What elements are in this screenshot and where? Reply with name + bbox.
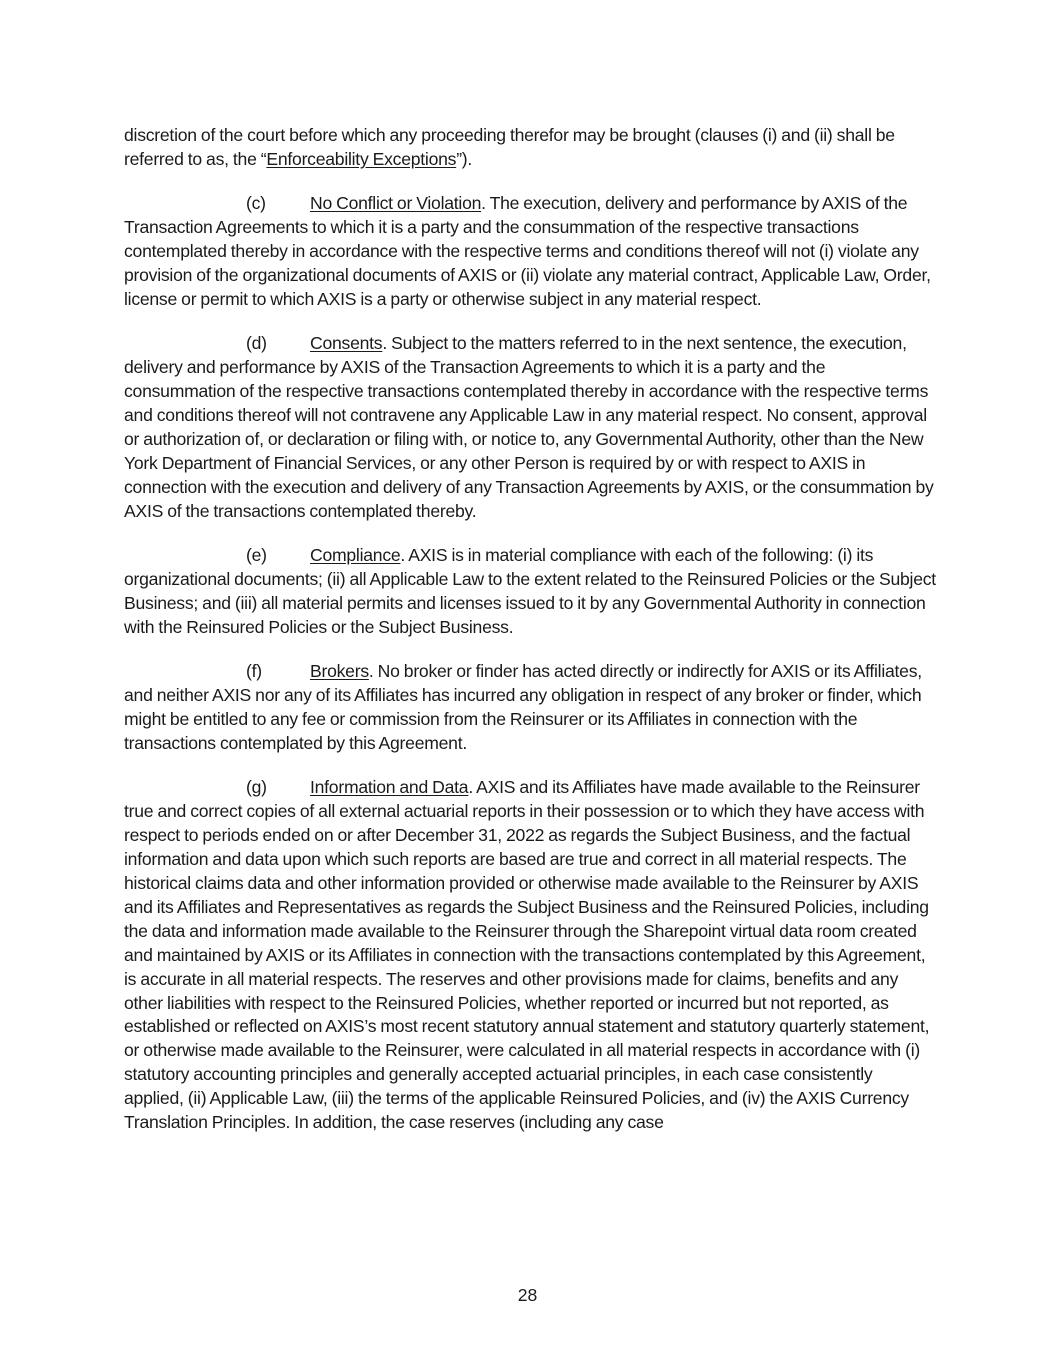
section-label: (g) [246,777,267,798]
section-heading: Consents [310,333,383,354]
section-label: (f) [246,661,262,682]
intro-paragraph: discretion of the court before which any proceeding therefor may be brought (clauses (i) and (ii) shall be referred to as, the “Enforceability Exceptions”). [124,125,895,169]
section-body: . Subject to the matters referred to in the next sentence, the execution, delivery and performance by AXIS of the Transaction Agreements to which it is a party and the consummation of the respective transactions contemplated thereby in accordance with the respective terms and conditions thereof will not contravene any Applicable Law in any material respect. No consent, approval or authorization of, or declaration or filing with, or notice to, any Governmental Authority, other than the New York Department of Financial Services, or any other Person is required by or with respect to AXIS in connection with the execution and delivery of any Transaction Agreements by AXIS, or the consummation by AXIS of the transactions contemplated thereby. [124,333,934,521]
section-label: (c) [246,193,266,214]
document-page [124,124,936,1155]
section-body: . No broker or finder has acted directly or indirectly for AXIS or its Affiliates, and neither AXIS nor any of its Affiliates has incurred any obligation in respect of any broker or finder, which might be entitled to any fee or commission from the Reinsurer or its Affiliates in connection with the transactions contemplated by this Agreement. [124,661,922,753]
section-e-compliance [124,544,936,640]
section-label: (d) [246,333,267,354]
section-d-consents [124,332,936,523]
enforceability-exceptions-term: Enforceability Exceptions [266,148,457,169]
section-label: (e) [246,545,267,566]
section-body: . The execution, delivery and performance by AXIS of the Transaction Agreements to which it is a party and the consummation of the respective transactions contemplated thereby in accordance with the respective terms and conditions thereof will not (i) violate any provision of the organizational documents of AXIS or (ii) violate any material contract, Applicable Law, Order, license or permit to which AXIS is a party or otherwise subject in any material respect. [124,193,931,309]
section-c-no-conflict [124,192,936,312]
section-heading: Brokers [310,661,369,682]
section-heading: Information and Data [310,777,469,798]
section-heading: Compliance [310,545,401,566]
section-heading: No Conflict or Violation [310,193,482,214]
section-body: . AXIS is in material compliance with each of the following: (i) its organizational documents; (ii) all Applicable Law to the extent related to the Reinsured Policies or the Subject Business; and (iii) all material permits and licenses issued to it by any Governmental Authority in connection with the Reinsured Policies or the Subject Business. [124,545,936,637]
section-g-information-and-data [124,776,936,1135]
section-f-brokers [124,660,936,756]
section-body: . AXIS and its Affiliates have made available to the Reinsurer true and correct copies of all external actuarial reports in their possession or to which they have access with respect to periods ended on or after December 31, 2022 as regards the Subject Business, and the factual information and data upon which such reports are based are true and correct in all material respects. The historical claims data and other information provided or otherwise made available to the Reinsurer by AXIS and its Affiliates and Representatives as regards the Subject Business and the Reinsured Policies, including the data and information made available to the Reinsurer through the Sharepoint virtual data room created and maintained by AXIS or its Affiliates in connection with the transactions contemplated by this Agreement, is accurate in all material respects. The reserves and other provisions made for claims, benefits and any other liabilities with respect to the Reinsured Policies, whether reported or incurred but not reported, as established or reflected on AXIS’s most recent statutory annual statement and statutory quarterly statement, or otherwise made available to the Reinsurer, were calculated in all material respects in accordance with (i) statutory accounting principles and generally accepted actuarial principles, in each case consistently applied, (ii) Applicable Law, (iii) the terms of the applicable Reinsured Policies, and (iv) the AXIS Currency Translation Principles. In addition, the case reserves (including any case [124,777,930,1133]
page-number: 28 [517,1285,538,1305]
